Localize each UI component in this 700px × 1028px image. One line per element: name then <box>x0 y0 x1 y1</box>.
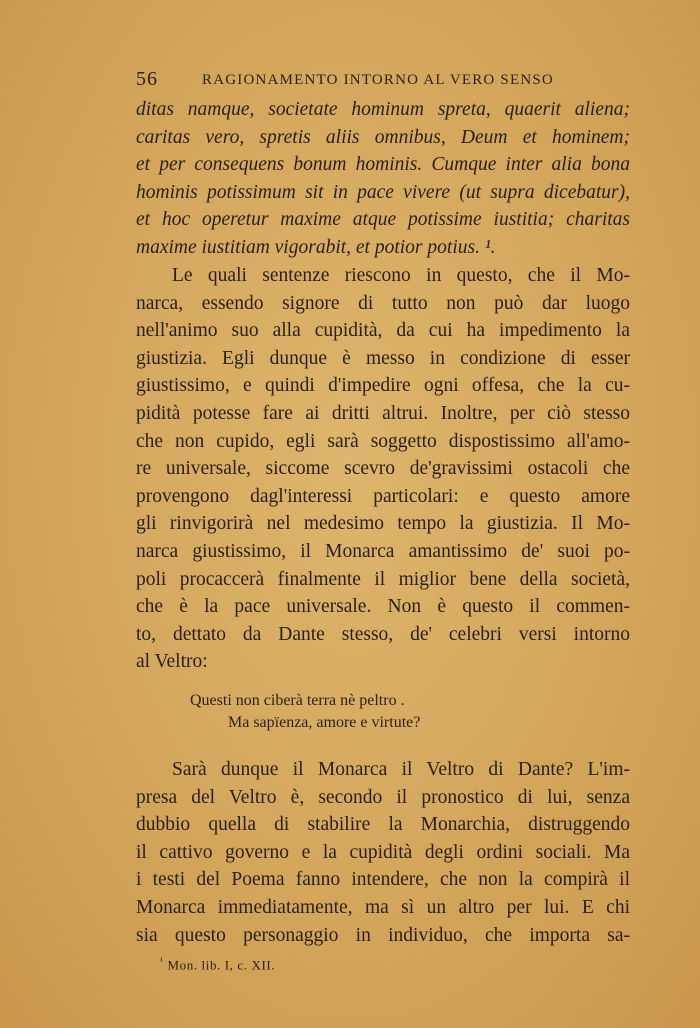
page-number: 56 <box>136 68 158 90</box>
paragraph-line: Monarca immediatamente, ma sì un altro per lui. E chi <box>136 896 630 918</box>
paragraph-line: il cattivo governo e la cupidità degli ordini sociali. Ma <box>136 841 630 863</box>
paragraph-line: al Veltro: <box>136 651 208 673</box>
paragraph-line: to, dettato da Dante stesso, de' celebri versi intorno <box>136 623 630 645</box>
verse-line: Questi non ciberà terra nè peltro . <box>190 692 405 709</box>
paragraph-line: narca, essendo signore di tutto non può dar luogo <box>136 292 630 314</box>
verse-quotation <box>190 690 530 734</box>
footnote-marker: ¹ <box>160 956 164 967</box>
paragraph-line: Le quali sentenze riescono in questo, che il Mo- <box>172 265 630 286</box>
latin-line: hominis potissimum sit in pace vivere (ut supra dicebatur), <box>136 181 630 203</box>
paragraph-line: pidità potesse fare ai dritti altrui. Inoltre, per ciò stesso <box>136 402 630 424</box>
paragraph-line: dubbio quella di stabilire la Monarchia, distruggendo <box>136 814 630 836</box>
latin-quotation <box>136 96 630 262</box>
verse-line: Ma sapïenza, amore e virtute? <box>228 714 421 731</box>
paragraph-line: i testi del Poema fanno intendere, che non la compirà il <box>136 869 630 891</box>
latin-line: et hoc operetur maxime atque potissime iustitia; charitas <box>136 209 630 231</box>
paragraph-monarca <box>136 262 630 676</box>
paragraph-line: giustizia. Egli dunque è messo in condizione di esser <box>136 347 630 369</box>
latin-line: ditas namque, societate hominum spreta, quaerit aliena; <box>136 99 630 120</box>
paragraph-line: poli procaccerà finalmente il miglior bene della società, <box>136 568 630 590</box>
paragraph-line: nell'animo suo alla cupidità, da cui ha impedimento la <box>136 320 630 342</box>
paragraph-line: Sarà dunque il Monarca il Veltro di Dante? L'im- <box>172 759 630 780</box>
footnote <box>160 956 275 973</box>
latin-line: maxime iustitiam vigorabit, et potior potius. ¹. <box>136 236 496 258</box>
paragraph-line: re universale, siccome scevro de'gravissimi ostacoli che <box>136 458 630 480</box>
running-head <box>136 68 636 94</box>
paragraph-line: sia questo personaggio in individuo, che importa sa- <box>136 924 630 946</box>
paragraph-line: provengono dagl'interessi particolari: e questo amore <box>136 485 630 507</box>
paragraph-line: giustissimo, e quindi d'impedire ogni offesa, che la cu- <box>136 375 630 397</box>
paragraph-line: che non cupido, egli sarà soggetto dispostissimo all'amo- <box>136 430 630 452</box>
paragraph-veltro <box>136 756 630 949</box>
paragraph-line: presa del Veltro è, secondo il pronostico di lui, senza <box>136 786 630 808</box>
footnote-text: Mon. lib. I, c. XII. <box>167 957 276 973</box>
running-head-title: RAGIONAMENTO INTORNO AL VERO SENSO <box>202 72 554 88</box>
latin-line: caritas vero, spretis aliis omnibus, Deum et hominem; <box>136 126 630 148</box>
paragraph-line: che è la pace universale. Non è questo il commen- <box>136 596 630 618</box>
paragraph-line: narca giustissimo, il Monarca amantissimo de' suoi po- <box>136 540 630 562</box>
paragraph-line: gli rinvigorirà nel medesimo tempo la giustizia. Il Mo- <box>136 513 630 535</box>
latin-line: et per consequens bonum hominis. Cumque inter alia bona <box>136 154 630 176</box>
